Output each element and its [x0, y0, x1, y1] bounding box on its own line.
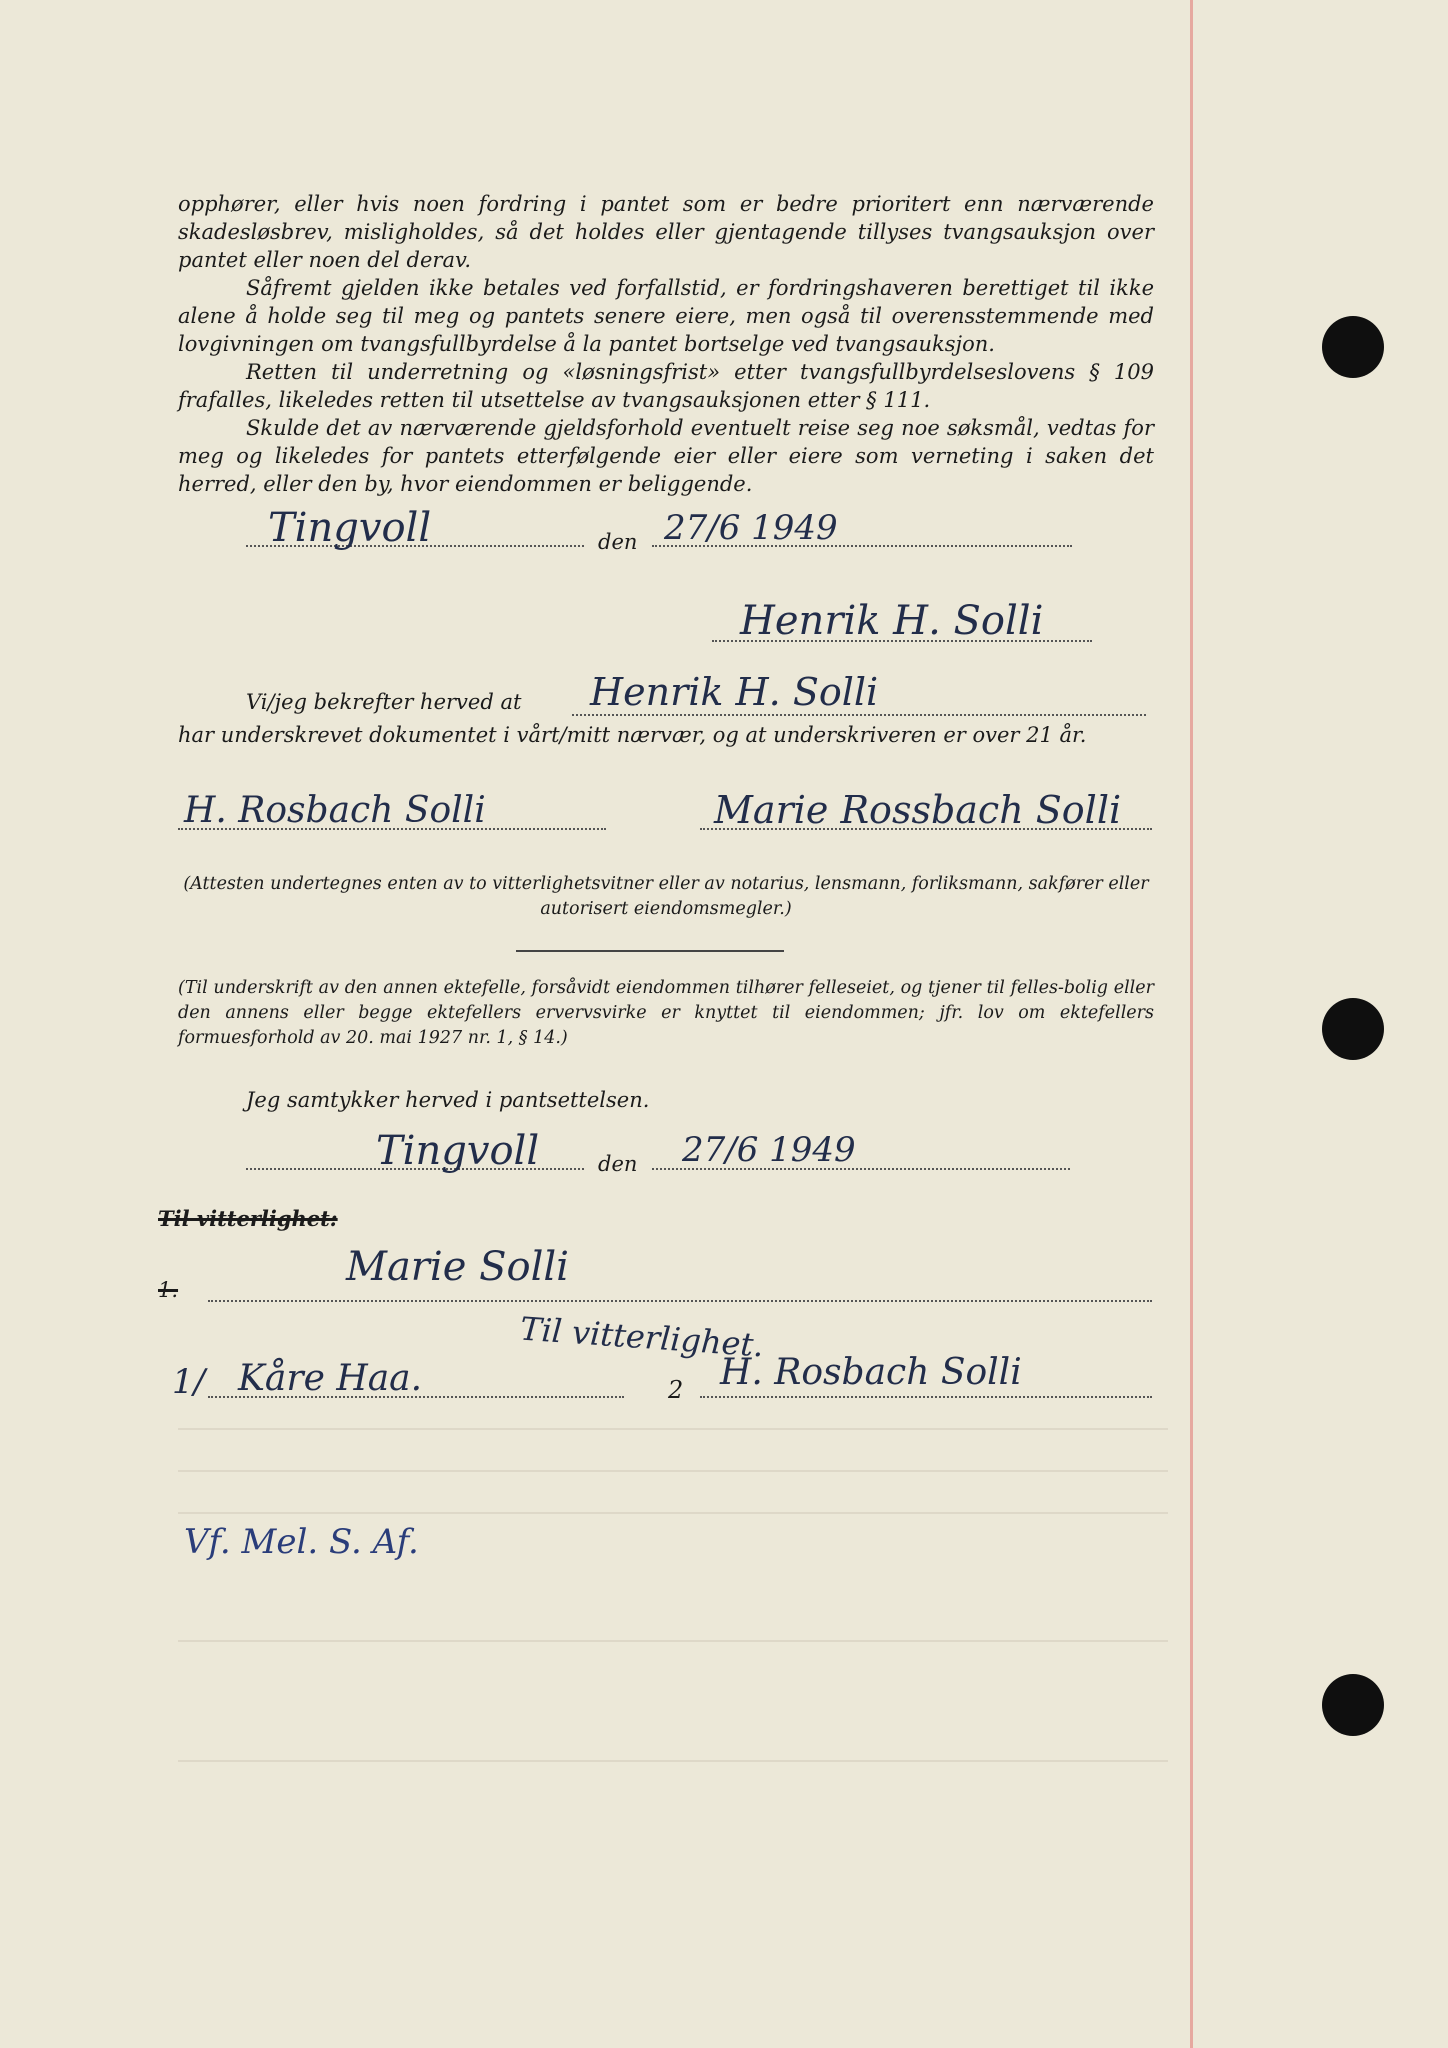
signature-line-2: [208, 1300, 1152, 1302]
clause-text: opphører, eller hvis noen fordring i pantet som er bedre prioritert enn nærværende skadesløsbrev, misligholdes, så det holdes eller gjentagende tillyses tvangsauksjon over pantet eller noen del derav.: [178, 192, 1154, 272]
witness-signature-1: H. Rosbach Solli: [184, 790, 486, 831]
date-handwritten: 27/6 1949: [664, 508, 838, 548]
place-handwritten: Tingvoll: [268, 505, 432, 551]
attest-note: (Attesten undertegnes enten av to vitterlighetsvitner eller av notarius, lensmann, forliksmann, sakfører eller autorisert eiendomsmegler.): [183, 874, 1149, 919]
witness-signature-2: Marie Rossbach Solli: [714, 788, 1122, 832]
witness-line-3: [208, 1396, 624, 1398]
clause-text: Såfremt gjelden ikke betales ved forfallstid, er fordringshaveren berettiget til ikke alene å holde seg til meg og pantets senere eiere, men også til overensstemmende med lovgivningen om tvangsfullbyrdelse å la pantet bortselge ved tvangsauksjon.: [178, 276, 1154, 356]
bleed-through-line: [178, 1512, 1168, 1514]
signature-henrik: Henrik H. Solli: [740, 598, 1044, 644]
bleed-through-line: [178, 1640, 1168, 1642]
den-label-2: den: [598, 1152, 638, 1176]
attest-label: Vi/jeg bekrefter herved at: [246, 690, 522, 714]
punch-hole-middle: [1322, 998, 1384, 1060]
margin-rule: [1190, 0, 1193, 2048]
clause-text: Retten til underretning og «løsningsfrist» etter tvangsfullbyrdelseslovens § 109 frafalles, likeledes retten til utsettelse av tvangsauksjonen etter § 111.: [178, 360, 1154, 412]
witness-heading-struck: Til vitterlighet:: [158, 1206, 338, 1231]
attest-text: har underskrevet dokumentet i vårt/mitt nærvær, og at underskriveren er over 21 år.: [178, 723, 1087, 747]
clause-text: Skulde det av nærværende gjeldsforhold eventuelt reise seg noe søksmål, vedtas for meg og likeledes for pantets etterfølgende eier eller eiere som verneting i saken det herred, eller den by, hvor eiendommen er beliggende.: [178, 416, 1154, 496]
punch-hole-bottom: [1322, 1674, 1384, 1736]
witness-signature-kare: Kåre Haa.: [238, 1358, 423, 1399]
bleed-through-line: [178, 1760, 1168, 1762]
attest-signed-name: Henrik H. Solli: [590, 670, 879, 714]
date-handwritten-2: 27/6 1949: [682, 1130, 856, 1170]
signature-marie: Marie Solli: [346, 1244, 569, 1290]
witness-line-2: [700, 828, 1152, 830]
witness-line-4: [700, 1396, 1152, 1398]
bleed-through-line: [178, 1470, 1168, 1472]
number-one-struck: 1.: [158, 1278, 179, 1302]
marginal-note: Vf. Mel. S. Af.: [184, 1522, 419, 1562]
spouse-note: (Til underskrift av den annen ektefelle, forsåvidt eiendommen tilhører felleseiet, og tjener til felles-bolig eller den annens eller begge ektefellers ervervsvirke er knyttet til eiendommen; jfr. lov om ektefellers formuesforhold av 20. mai 1927 nr. 1, § 14.): [178, 978, 1154, 1048]
punch-hole-top: [1322, 316, 1384, 378]
witness-heading-handwritten: Til vitterlighet.: [518, 1309, 765, 1365]
number-one-handwritten: 1/: [172, 1362, 206, 1402]
bleed-through-line: [178, 1428, 1168, 1430]
attest-name-line: [572, 714, 1146, 716]
clauses-block: [178, 190, 1154, 498]
place-handwritten-2: Tingvoll: [376, 1128, 540, 1174]
witness-signature-rosbach: H. Rosbach Solli: [720, 1352, 1022, 1393]
consent-text: Jeg samtykker herved i pantsettelsen.: [246, 1088, 650, 1112]
section-divider: [516, 950, 784, 952]
witness-line-1: [178, 828, 606, 830]
den-label: den: [598, 530, 638, 554]
signature-line: [712, 640, 1092, 642]
number-two: 2: [668, 1376, 684, 1404]
